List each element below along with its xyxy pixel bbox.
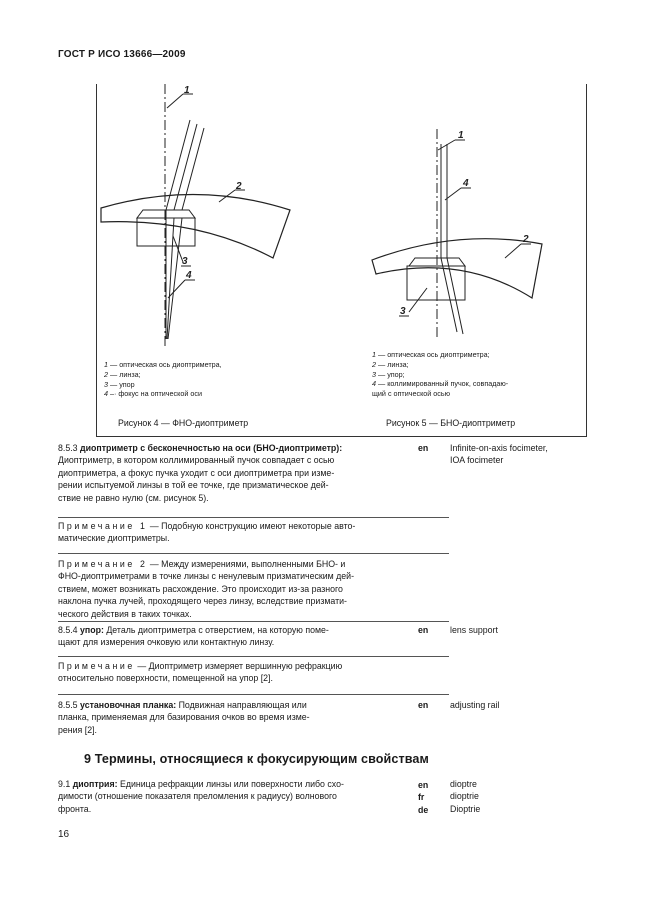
row-divider	[58, 656, 449, 657]
row-divider	[58, 553, 449, 554]
fig5-legend-item: щий с оптической осью	[372, 389, 451, 399]
lang-code-en: en	[418, 700, 429, 710]
fig5-legend-item: 1 — оптическая ось диоптриметра;	[372, 350, 490, 359]
fig4-label-3: 3	[182, 256, 188, 267]
en-term-8-5-3: Infinite-on-axis focimeter, IOA focimeter	[450, 443, 548, 466]
fig5-stop-body	[407, 266, 465, 300]
lang-code-en: en	[418, 625, 429, 635]
row-divider	[58, 621, 449, 622]
entry-8-5-5: 8.5.5 установочная планка: Подвижная направляющая или планка, применяемая для базирования очков во время изме- рения [2].	[58, 700, 310, 735]
fig4-legend-item: 1 — оптическая ось диоптриметра,	[104, 360, 222, 369]
row-divider	[58, 517, 449, 518]
entry-9-1: 9.1 диоптрия: Единица рефракции линзы или поверхности либо схо- димости (отношение показателя преломления к радиусу) волнового фронта.	[58, 779, 344, 814]
figure4-drawing	[101, 84, 290, 349]
note-1: Примечание 1 — Подобную конструкцию имеют некоторые авто- матические диоптриметры.	[58, 521, 356, 544]
lang-code-fr: fr	[418, 792, 425, 803]
page-number: 16	[58, 829, 70, 840]
figure5-caption: Рисунок 5 — БНО-диоптриметр	[386, 418, 516, 428]
fig5-label-1: 1	[458, 130, 464, 141]
entry-8-5-4: 8.5.4 упор: Деталь диоптриметра с отверстием, на которую поме- щают для измерения очковую или контактную линзу.	[58, 625, 329, 648]
en-term-8-5-5: adjusting rail	[450, 700, 500, 710]
lang-code-de: de	[418, 804, 429, 815]
fr-term-9-1: dioptrie	[450, 791, 479, 802]
fig5-label-3: 3	[400, 306, 406, 317]
lang-codes-9-1	[418, 779, 428, 816]
fig5-legend-item: 2 — линза;	[372, 359, 409, 369]
note-2: Примечание 2 — Между измерениями, выполненными БНО- и ФНО-диоптриметрами в точке линзы с ненулевым призматическим дей- ствием, может возникать расхождение. Это происходит из-за разного наклона пучка лучей, проходящего через линзу, вследствие призмати- ческого действия в таких точках.	[58, 559, 354, 619]
fig5-legend-item: 4 — коллимированный пучок, совпадаю-	[372, 379, 509, 389]
document-header: ГОСТ Р ИСО 13666—2009	[58, 49, 186, 60]
fig4-legend-item: 3 — упор	[104, 379, 135, 389]
fig4-label-4: 4	[186, 270, 192, 281]
de-term-9-1: Dioptrie	[450, 803, 481, 814]
fig5-label-2: 2	[523, 234, 529, 245]
fig4-label-2: 2	[236, 181, 242, 192]
note-3: Примечание — Диоптриметр измеряет вершинную рефракцию относительно поверхности, помещенной на упор [2].	[58, 661, 343, 684]
section-9-title: 9 Термины, относящиеся к фокусирующим свойствам	[84, 752, 429, 766]
en-term-8-5-4: lens support	[450, 625, 498, 635]
figure4-caption: Рисунок 4 — ФНО-диоптриметр	[118, 418, 249, 428]
fig4-leader-1	[167, 94, 183, 108]
fig4-label-1: 1	[184, 85, 190, 96]
lang-code-en: en	[418, 780, 429, 790]
fig5-legend-item: 3 — упор;	[372, 369, 405, 379]
entry-8-5-3: 8.5.3 диоптриметр с бесконечностью на оси (БНО-диоптриметр): Диоптриметр, в котором коллимированный пучок совпадает с осью диоптриметра, а фокус пучка уходит с оси диоптриметра при изме- рении испытуемой линзы в той ее точке, где призматическое дей- ствие не равно нулю (см. рисунок 5).	[58, 443, 343, 503]
fig4-legend-item: 4 –· фокус на оптической оси	[104, 389, 202, 399]
figure5-drawing	[372, 129, 542, 338]
fig5-label-4: 4	[463, 178, 469, 189]
figure4-legend	[104, 360, 222, 399]
row-divider	[58, 694, 449, 695]
en-term-9-1: dioptre	[450, 779, 477, 789]
lang-code-en: en	[418, 443, 429, 453]
fig4-legend-item: 2 — линза;	[104, 369, 141, 379]
figure5-legend	[372, 350, 508, 399]
fig5-leader-2	[505, 244, 521, 258]
foreign-terms-9-1	[450, 778, 480, 815]
